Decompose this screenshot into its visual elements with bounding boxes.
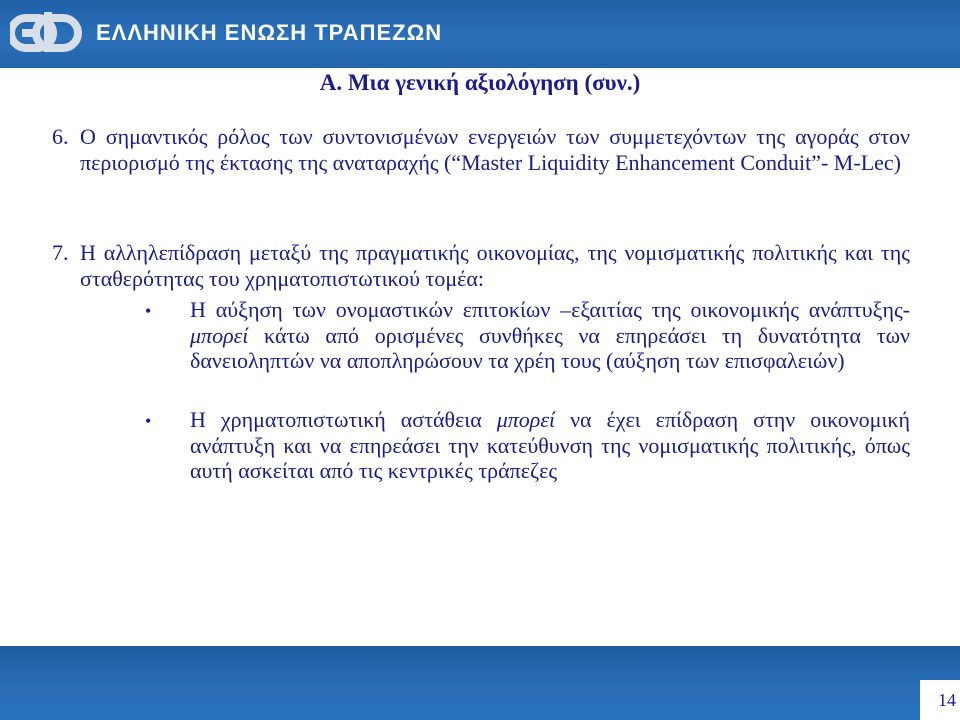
header-band: [0, 0, 960, 68]
item-6-text: Ο σημαντικός ρόλος των συντονισμένων ενεργειών των συμμετεχόντων της αγοράς στον περιορισμό της έκτασης της αναταραχής (“Master Liquidity Enhancement Conduit”- M-Lec): [80, 124, 910, 175]
footer-band: [0, 646, 960, 720]
bullet-2-emphasis: μπορεί: [496, 407, 556, 432]
page-number: 14: [938, 690, 956, 710]
bullet-icon: •: [145, 411, 152, 431]
item-7-number: 7.: [52, 240, 69, 265]
bullet-icon: •: [145, 301, 152, 321]
item-7-text: Η αλληλεπίδραση μεταξύ της πραγματικής οικονομίας, της νομισματικής πολιτικής και της σταθερότητας του χρηματοπιστωτικού τομέα:: [80, 240, 910, 291]
item-6-number: 6.: [52, 124, 69, 149]
slide-title: Α. Μια γενική αξιολόγηση (συν.): [319, 70, 641, 95]
organization-name: ΕΛΛΗΝΙΚΗ ΕΝΩΣΗ ΤΡΑΠΕΖΩΝ: [96, 20, 443, 45]
bullet-1-text: Η αύξηση των ονομαστικών επιτοκίων –εξαιτίας της οικονομικής ανάπτυξης- μπορεί κάτω από ορισμένες συνθήκες να επηρεάσει τη δυνατότητα των δανειοληπτών να αποπληρώσουν τα χρέη τους (αύξηση των επισφαλειών): [190, 297, 910, 373]
hellenic-bank-association-logo: [10, 8, 82, 54]
bullet-2-text: Η χρηματοπιστωτική αστάθεια μπορεί να έχει επίδραση στην οικονομική ανάπτυξη και να επηρεάσει την κατεύθυνση της νομισματικής πολιτικής, όπως αυτή ασκείται από τις κεντρικές τράπεζες: [190, 407, 910, 483]
bullet-1-emphasis: μπορεί: [190, 322, 249, 348]
